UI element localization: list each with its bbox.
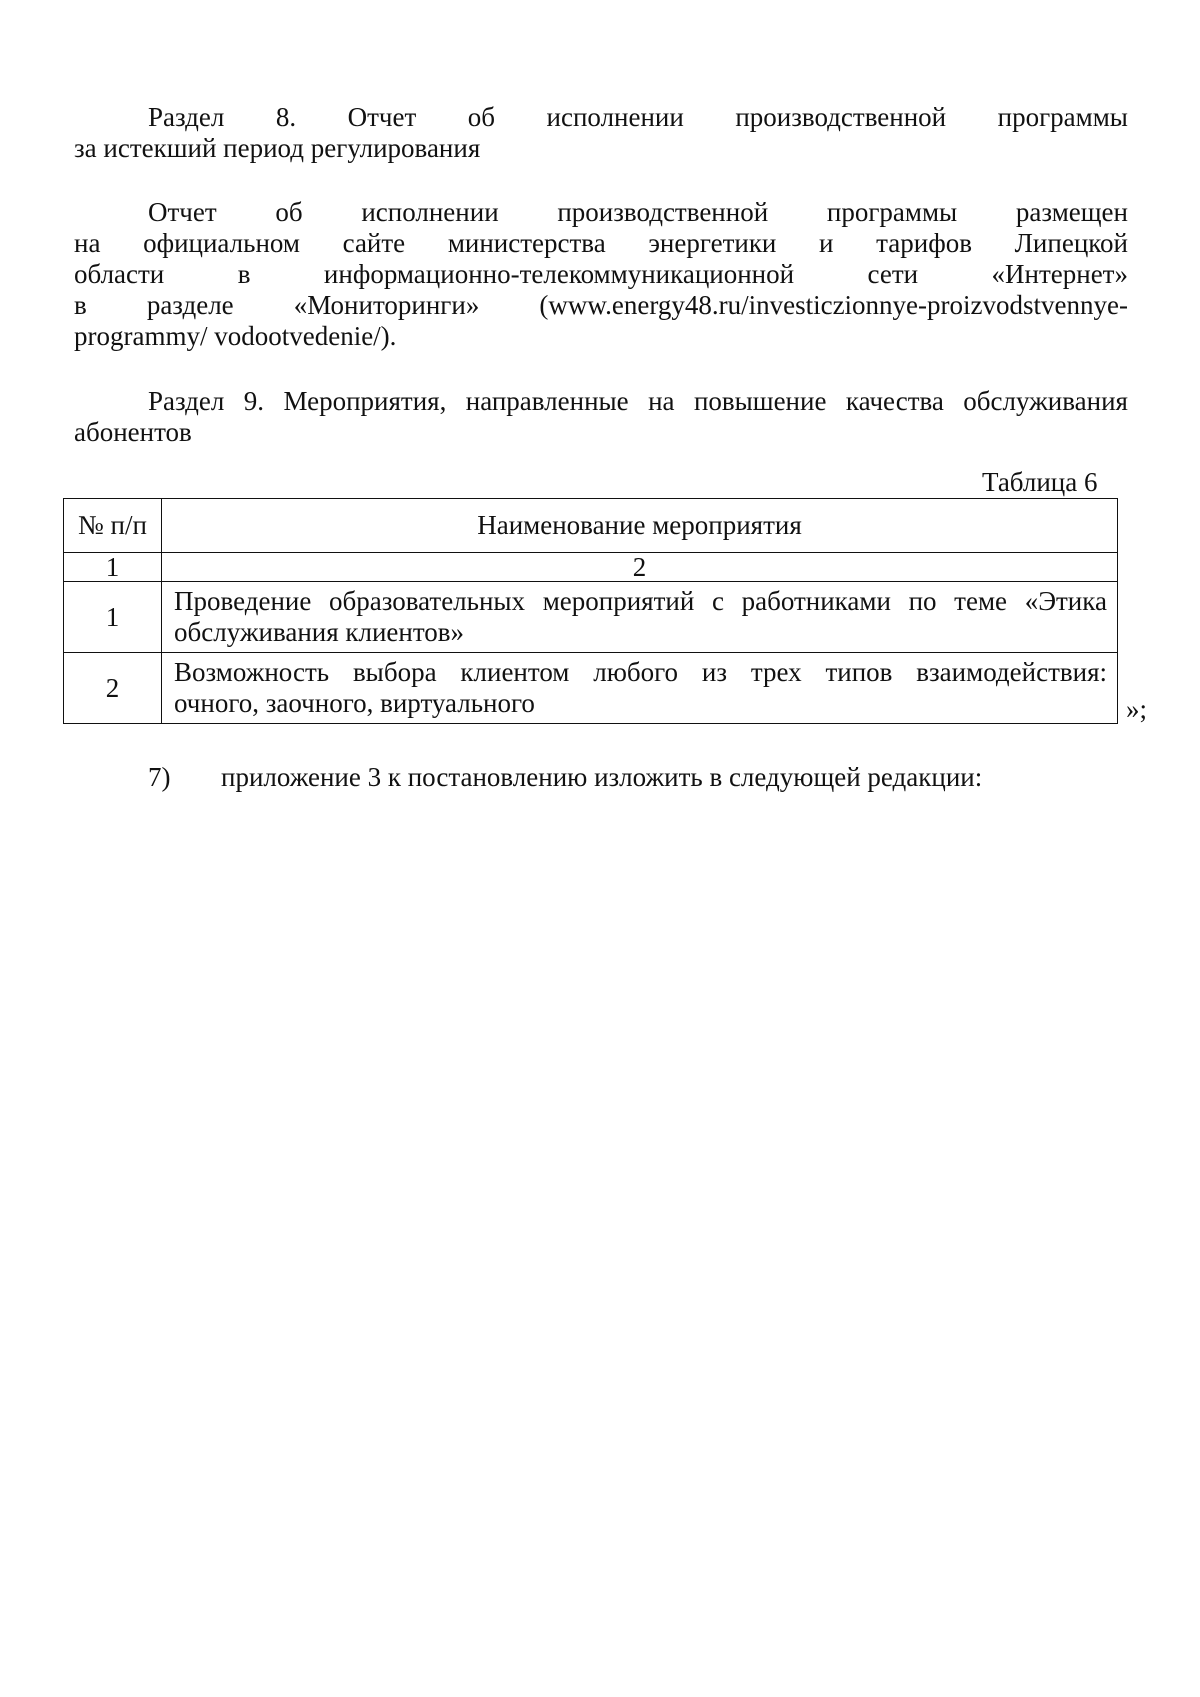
word: на	[648, 386, 675, 416]
table-row	[64, 582, 1118, 653]
word: Мероприятия,	[283, 386, 447, 416]
word: «Интернет»	[991, 259, 1128, 289]
word: об	[467, 102, 496, 132]
table-row	[64, 653, 1118, 724]
word: Раздел	[148, 386, 225, 416]
section8-heading-line2: за истекший период регулирования	[74, 133, 481, 163]
section8-para-line5: programmy/ vodootvedenie/).	[74, 321, 397, 351]
row-number-cell: 1	[64, 582, 162, 653]
word: обслуживания	[963, 386, 1128, 416]
word: исполнении	[361, 197, 499, 227]
word: об	[275, 197, 303, 227]
word: «Этика	[1024, 586, 1107, 616]
word: тарифов	[876, 228, 972, 258]
word: производственной	[557, 197, 769, 227]
row-text	[162, 655, 1117, 721]
word: сети	[867, 259, 919, 289]
item7-number: 7)	[148, 762, 171, 792]
row-text-line1	[174, 657, 1107, 688]
column-number-cell: 1	[64, 553, 162, 582]
link-text: (www.energy48.ru/investiczionnye-proizvodstvennye-	[539, 290, 1128, 320]
table-column-number-row	[64, 553, 1118, 582]
section8-para-line1	[148, 197, 1128, 228]
word: энергетики	[648, 228, 777, 258]
table-header-row	[64, 499, 1118, 553]
word: информационно-телекоммуникационной	[323, 259, 795, 289]
header-cell-name: Наименование мероприятия	[162, 499, 1118, 553]
row-number-cell: 2	[64, 653, 162, 724]
word: Возможность	[174, 657, 330, 687]
section8-para-line4	[74, 290, 1128, 321]
word: по	[908, 586, 937, 616]
word: Отчет	[347, 102, 417, 132]
word: любого	[593, 657, 679, 687]
row-text-line2: очного, заочного, виртуального	[174, 688, 535, 718]
word: программы	[826, 197, 958, 227]
word: типов	[825, 657, 893, 687]
word: исполнении	[546, 102, 684, 132]
word: образовательных	[328, 586, 526, 616]
word: в	[74, 290, 87, 320]
word: теме	[954, 586, 1008, 616]
word: Раздел	[148, 102, 225, 132]
events-table	[63, 498, 1118, 724]
section8-heading-line1	[148, 102, 1128, 133]
word: производственной	[735, 102, 947, 132]
word: в	[237, 259, 251, 289]
header-cell-number: № п/п	[64, 499, 162, 553]
word: направленные	[465, 386, 629, 416]
word: с	[711, 586, 724, 616]
word: выбора	[352, 657, 437, 687]
section8-para-line2	[74, 228, 1128, 259]
word: программы	[997, 102, 1128, 132]
word: Отчет	[148, 197, 217, 227]
row-text-line2: обслуживания клиентов»	[174, 617, 465, 647]
word: повышение	[693, 386, 827, 416]
table-caption: Таблица 6	[982, 467, 1098, 497]
item7-text: приложение 3 к постановлению изложить в следующей редакции:	[221, 762, 983, 792]
word: сайте	[342, 228, 406, 258]
word: мероприятий	[542, 586, 695, 616]
row-text-line1	[174, 586, 1107, 617]
word: качества	[845, 386, 944, 416]
word: Липецкой	[1014, 228, 1128, 258]
word: работниками	[741, 586, 891, 616]
word: из	[701, 657, 728, 687]
word: разделе	[146, 290, 234, 320]
row-text	[162, 584, 1117, 650]
row-text-cell	[162, 653, 1118, 724]
word: 9.	[243, 386, 265, 416]
word: 8.	[275, 102, 297, 132]
word: официальном	[143, 228, 300, 258]
word: «Мониторинги»	[293, 290, 480, 320]
section8-para-line3	[74, 259, 1128, 290]
word: размещен	[1015, 197, 1128, 227]
section9-heading-line2: абонентов	[74, 417, 192, 447]
word: трех	[750, 657, 802, 687]
word: области	[74, 259, 165, 289]
closing-quote-mark: »;	[1126, 694, 1148, 724]
word: министерства	[447, 228, 606, 258]
column-number-cell: 2	[162, 553, 1118, 582]
word: и	[819, 228, 834, 258]
row-text-cell	[162, 582, 1118, 653]
word: Проведение	[174, 586, 312, 616]
word: взаимодействия:	[916, 657, 1107, 687]
section9-heading-line1	[148, 386, 1128, 417]
word: клиентом	[460, 657, 570, 687]
word: на	[74, 228, 101, 258]
